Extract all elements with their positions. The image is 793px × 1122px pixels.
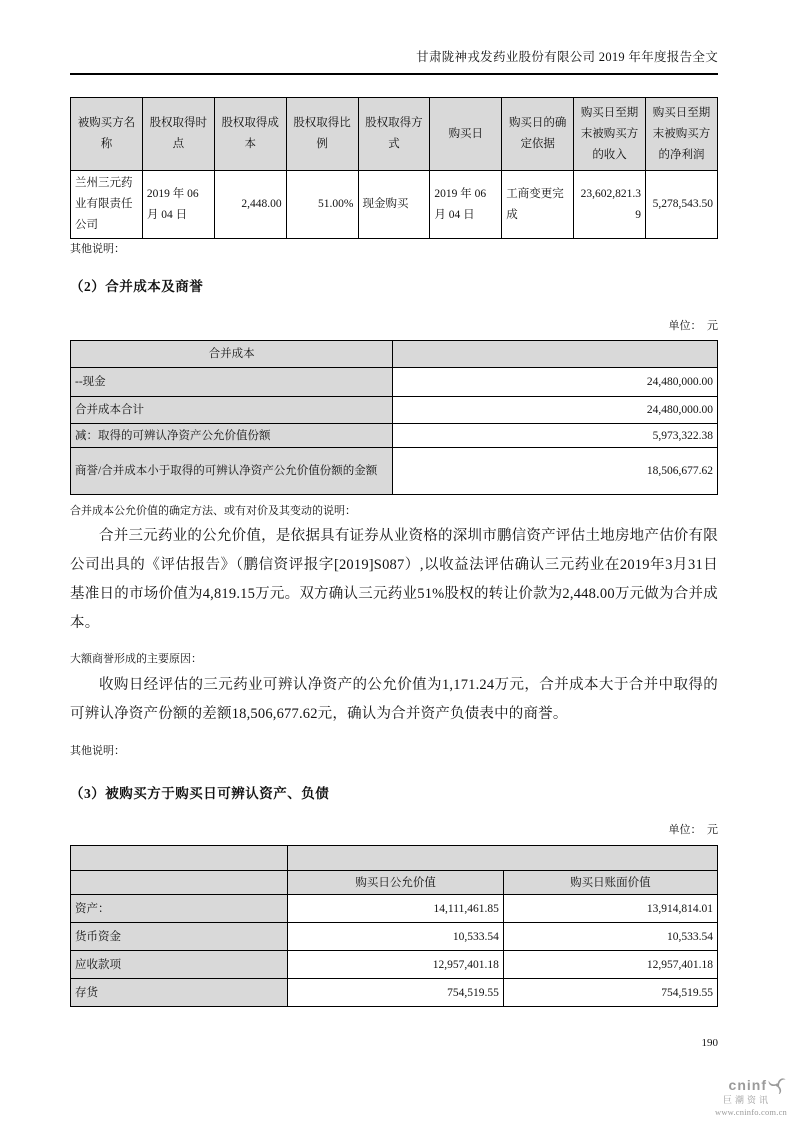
row-value: 5,973,322.38 [393, 424, 718, 448]
row-value: 18,506,677.62 [393, 448, 718, 495]
equity-method-cell: 现金购买 [358, 171, 430, 239]
row-value: 24,480,000.00 [393, 368, 718, 397]
row-label: --现金 [71, 368, 393, 397]
other-note-label: 其他说明： [70, 745, 125, 757]
acq-col-header: 股权取得时点 [142, 98, 214, 171]
acq-col-header: 被购买方名称 [71, 98, 143, 171]
row-label: 资产： [71, 895, 288, 923]
book-value-cell: 12,957,401.18 [503, 951, 717, 979]
merge-cost-header-empty [393, 341, 718, 368]
fair-value-cell: 754,519.55 [288, 979, 503, 1007]
cninfo-url: www.cninfo.com.cn [714, 1107, 787, 1117]
row-label: 货币资金 [71, 923, 288, 951]
row-label: 商誉/合并成本小于取得的可辨认净资产公允价值份额的金额 [71, 448, 393, 495]
identifiable-assets-table [70, 845, 718, 1007]
cninfo-swirl-icon [768, 1076, 787, 1094]
book-value-col-header: 购买日账面价值 [503, 871, 717, 895]
table-row [71, 951, 718, 979]
purchase-date-cell: 2019 年 06 月 04 日 [430, 171, 502, 239]
acquisition-row [71, 171, 718, 239]
document-header-title: 甘肃陇神戎发药业股份有限公司 2019 年年度报告全文 [416, 50, 718, 64]
fair-value-col-header: 购买日公允价值 [288, 871, 503, 895]
acq-col-header: 股权取得成本 [214, 98, 286, 171]
section2-heading: （2）合并成本及商誉 [70, 279, 204, 294]
fv-method-paragraph: 合并三元药业的公允价值，是依据具有证券从业资格的深圳市鹏信资产评估土地房地产估价有限公司出具的《评估报告》（鹏信资评报字[2019]S087）,以收益法评估确认三元药业在2019年3月31日基准日的市场价值为4,819.15万元。双方确认三元药业51%股权的转让价款为2,448.00万元做为合并成本。 [70, 528, 718, 631]
row-label: 减：取得的可辨认净资产公允价值份额 [71, 424, 393, 448]
goodwill-reason-label: 大额商誉形成的主要原因： [70, 653, 202, 665]
table-row [71, 895, 718, 923]
book-value-cell: 754,519.55 [503, 979, 717, 1007]
equity-ratio-cell: 51.00% [286, 171, 358, 239]
acq-col-header: 股权取得方式 [358, 98, 430, 171]
book-value-cell: 13,914,814.01 [503, 895, 717, 923]
fair-value-cell: 12,957,401.18 [288, 951, 503, 979]
table-row [71, 368, 718, 397]
table-row [71, 923, 718, 951]
merge-cost-table [70, 340, 718, 495]
purchase-basis-cell: 工商变更完成 [502, 171, 574, 239]
book-value-cell: 10,533.54 [503, 923, 717, 951]
page-number: 190 [701, 1037, 718, 1049]
acq-col-header: 购买日 [430, 98, 502, 171]
equity-time-cell: 2019 年 06 月 04 日 [142, 171, 214, 239]
cninfo-chinese-name: 巨潮资讯 [722, 1095, 771, 1105]
net-profit-cell: 5,278,543.50 [646, 171, 718, 239]
merge-cost-header: 合并成本 [71, 341, 393, 368]
fair-value-cell: 14,111,461.85 [288, 895, 503, 923]
row-label: 存货 [71, 979, 288, 1007]
table-row [71, 979, 718, 1007]
fv-method-label: 合并成本公允价值的确定方法、或有对价及其变动的说明： [70, 505, 356, 517]
table-row [71, 397, 718, 424]
row-label: 应收款项 [71, 951, 288, 979]
table-row [71, 448, 718, 495]
other-note-label: 其他说明： [70, 243, 125, 255]
assets-table-corner-cell [71, 871, 288, 895]
cninfo-brand-text: cninf [728, 1077, 767, 1093]
acq-col-header: 购买日至期末被购买方的净利润 [646, 98, 718, 171]
row-value: 24,480,000.00 [393, 397, 718, 424]
unit-label: 单位： 元 [668, 824, 718, 836]
section3-heading: （3）被购买方于购买日可辨认资产、负债 [70, 786, 330, 801]
acq-col-header: 购买日的确定依据 [502, 98, 574, 171]
unit-label: 单位： 元 [668, 320, 718, 332]
equity-cost-cell: 2,448.00 [214, 171, 286, 239]
cninfo-logo [701, 1076, 787, 1117]
row-label: 合并成本合计 [71, 397, 393, 424]
assets-table-corner-cell [71, 846, 288, 871]
assets-table-merged-cell [288, 846, 718, 871]
acq-col-header: 股权取得比例 [286, 98, 358, 171]
acquisition-table [70, 97, 718, 239]
goodwill-reason-paragraph: 收购日经评估的三元药业可辨认净资产的公允价值为1,171.24万元，合并成本大于合并中取得的可辨认净资产份额的差额18,506,677.62元，确认为合并资产负债表中的商誉。 [70, 677, 718, 722]
fair-value-cell: 10,533.54 [288, 923, 503, 951]
table-row [71, 424, 718, 448]
acquiree-name-cell: 兰州三元药业有限责任公司 [71, 171, 143, 239]
header-rule [70, 73, 718, 75]
acq-col-header: 购买日至期末被购买方的收入 [574, 98, 646, 171]
revenue-cell: 23,602,821.39 [574, 171, 646, 239]
